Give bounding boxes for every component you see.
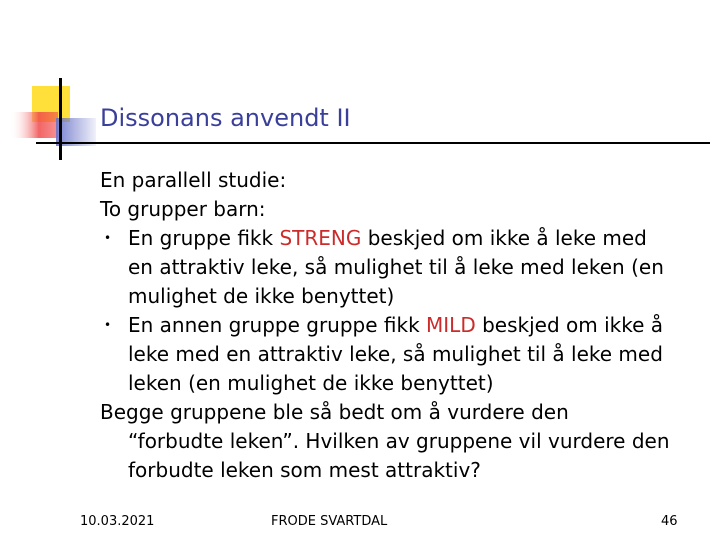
bullet-icon: • bbox=[104, 231, 112, 245]
highlight-mild: MILD bbox=[426, 313, 476, 337]
footer-date: 10.03.2021 bbox=[80, 514, 155, 529]
bullet-text-post: beskjed om ikke å leke med bbox=[361, 226, 647, 250]
bullet-continuation: leken (en mulighet de ikke benyttet) bbox=[128, 371, 494, 395]
highlight-streng: STRENG bbox=[279, 226, 362, 250]
body-line-closing: forbudte leken som mest attraktiv? bbox=[128, 458, 481, 482]
slide-title: Dissonans anvendt II bbox=[100, 104, 351, 132]
body-line-groups: To grupper barn: bbox=[100, 197, 266, 221]
bullet-text-pre: En gruppe fikk bbox=[128, 226, 280, 250]
footer-author: FRODE SVARTDAL bbox=[271, 514, 388, 529]
bullet-continuation: en attraktiv leke, så mulighet til å leke med leken (en bbox=[128, 255, 664, 279]
body-line-closing: “forbudte leken”. Hvilken av gruppene vil vurdere den bbox=[128, 429, 670, 453]
bullet-item-mild bbox=[100, 311, 710, 340]
footer-page-number: 46 bbox=[661, 514, 678, 529]
bullet-text-post: beskjed om ikke å bbox=[475, 313, 664, 337]
body-line-intro: En parallell studie: bbox=[100, 168, 287, 192]
slide-body bbox=[100, 166, 710, 485]
body-line-closing: Begge gruppene ble så bedt om å vurdere den bbox=[100, 400, 569, 424]
title-divider bbox=[36, 142, 710, 144]
bullet-continuation: leke med en attraktiv leke, så mulighet til å leke med bbox=[128, 342, 663, 366]
bullet-icon: • bbox=[104, 318, 112, 332]
bullet-text-pre: En annen gruppe gruppe fikk bbox=[128, 313, 427, 337]
bullet-item-streng bbox=[100, 224, 710, 253]
bullet-continuation: mulighet de ikke benyttet) bbox=[128, 284, 395, 308]
decorative-corner-graphic bbox=[0, 0, 120, 170]
